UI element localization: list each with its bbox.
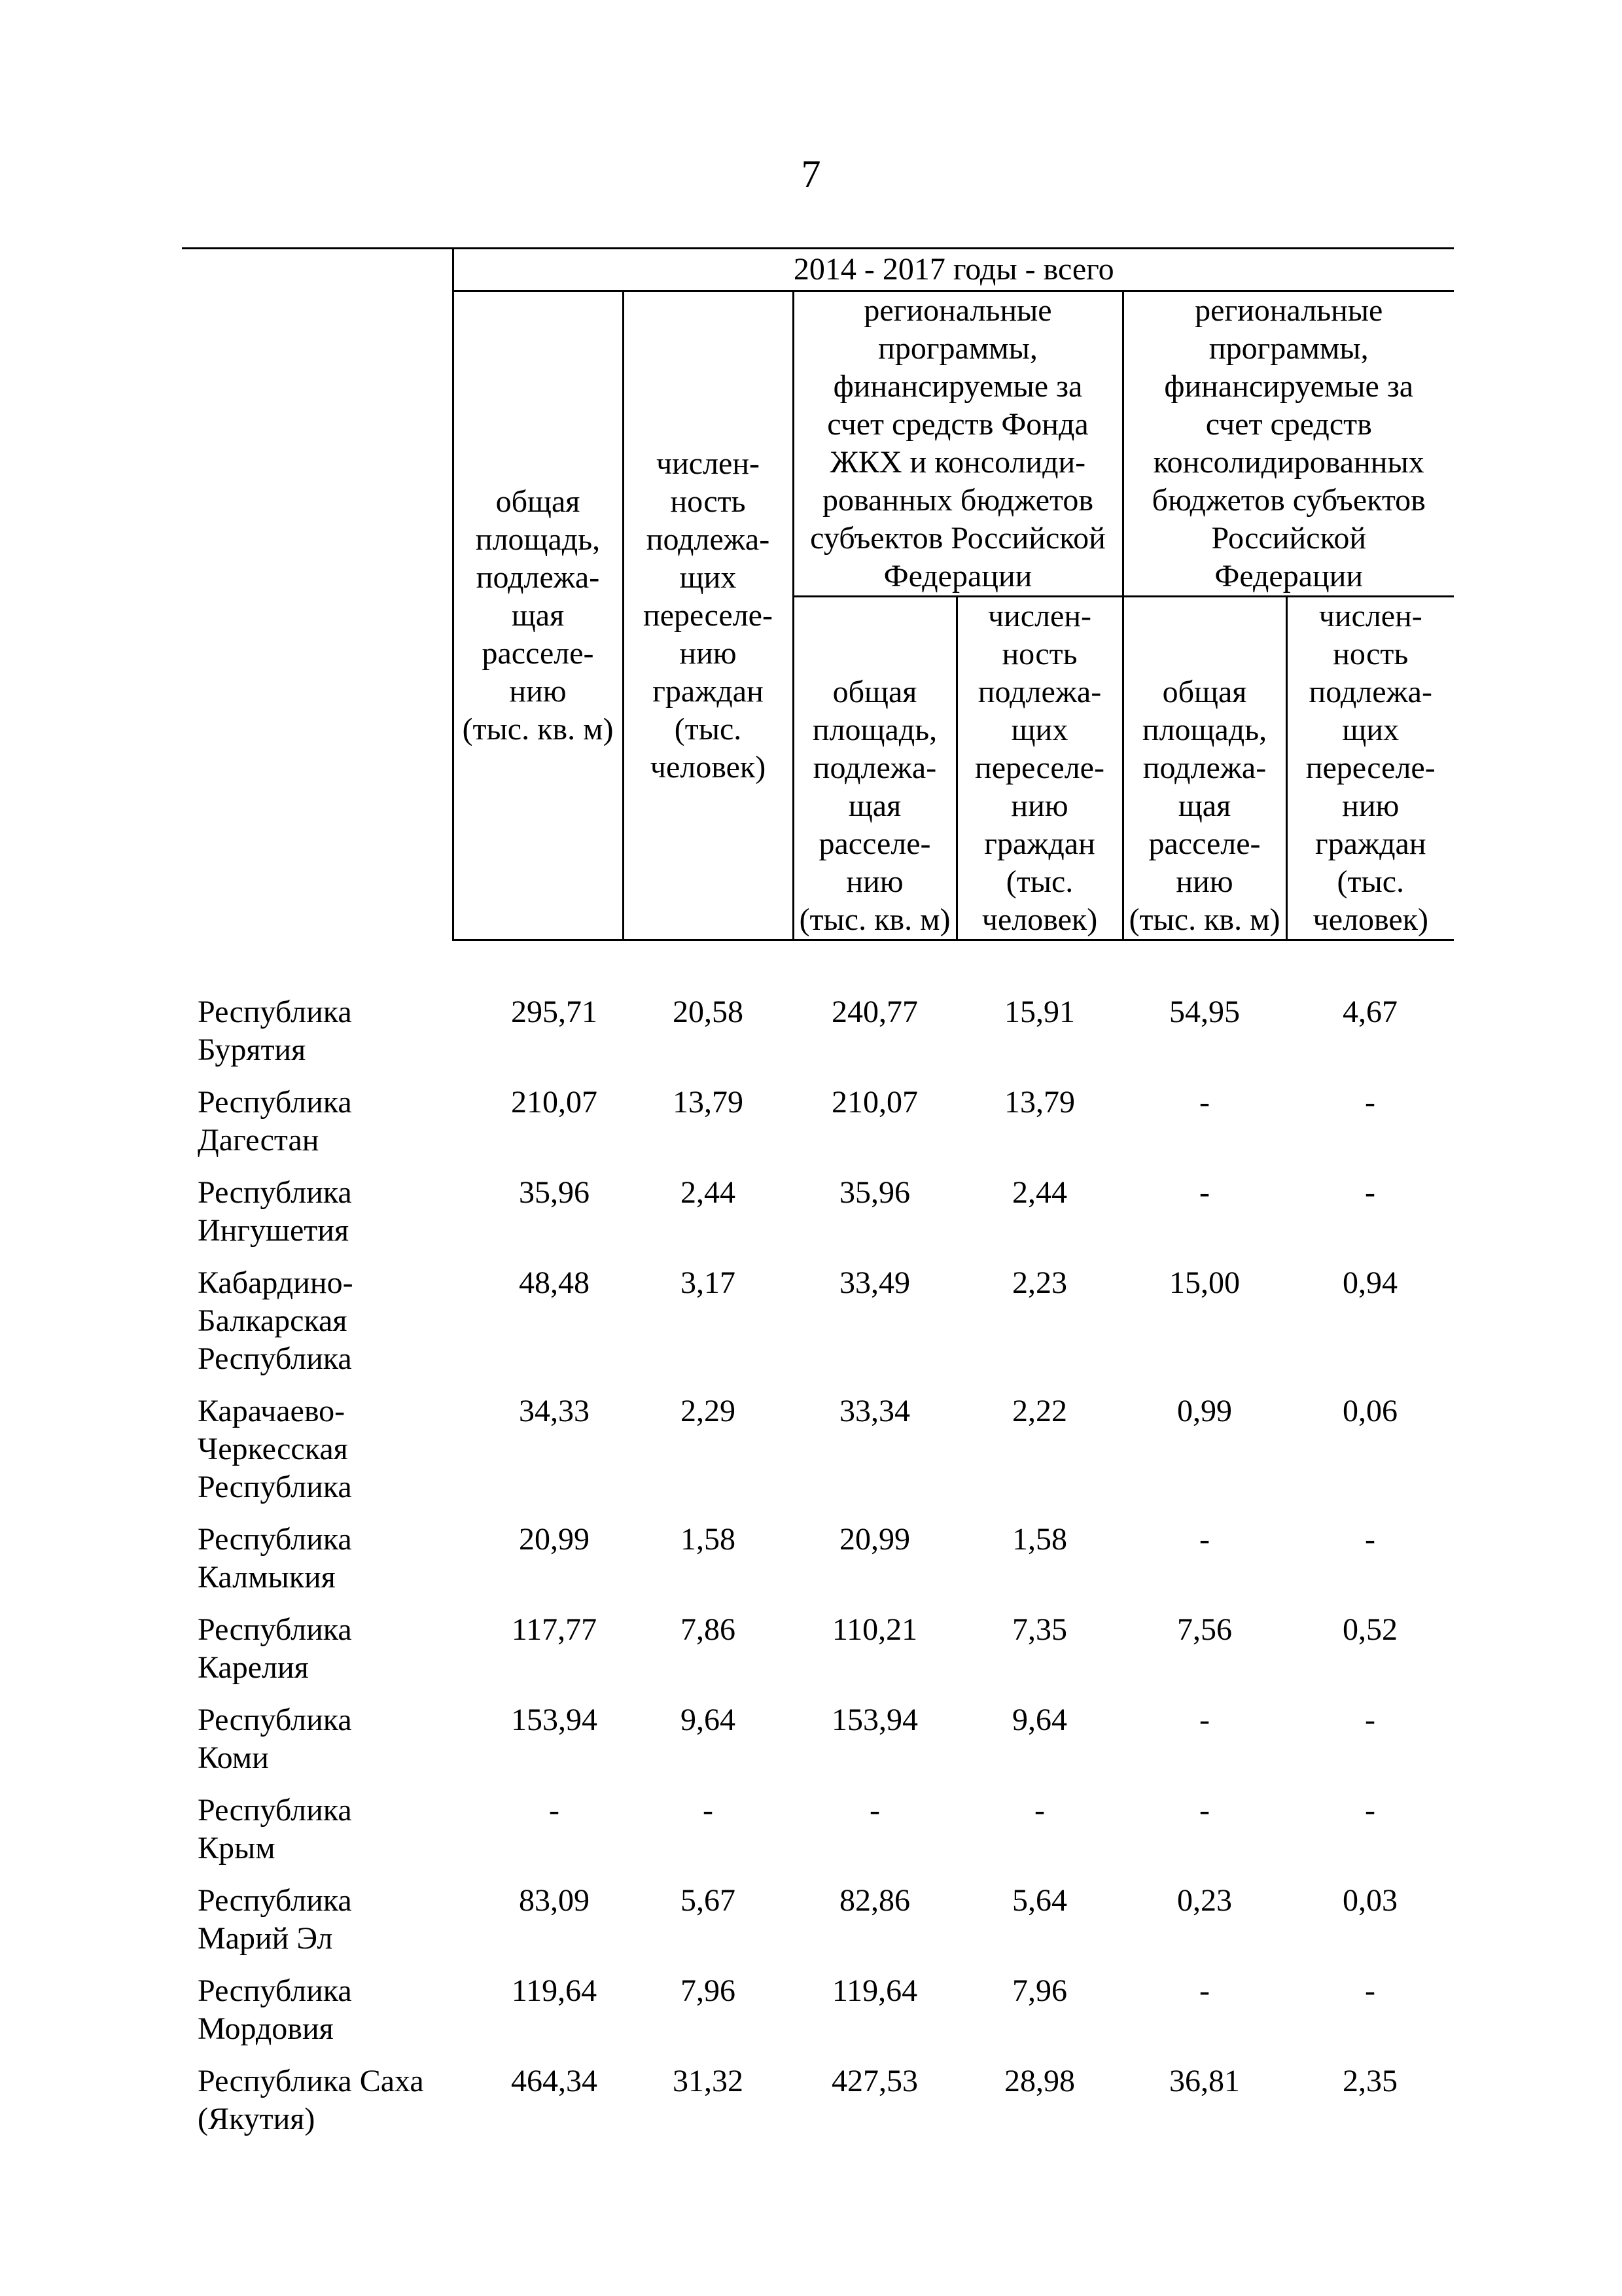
value-cell: - bbox=[1365, 1793, 1375, 1828]
region-name: Кабардино- Балкарская Республика bbox=[198, 1265, 353, 1376]
value-cell: - bbox=[1199, 1703, 1210, 1737]
table-row bbox=[182, 993, 1454, 1084]
value-cell: 153,94 bbox=[832, 1703, 918, 1737]
value-cell: 15,00 bbox=[1169, 1265, 1240, 1300]
value-cell: 2,44 bbox=[1012, 1175, 1067, 1210]
value-cell: 464,34 bbox=[511, 2064, 597, 2098]
value-cell: - bbox=[1199, 1973, 1210, 2008]
value-cell: 20,99 bbox=[519, 1522, 590, 1557]
value-cell: 240,77 bbox=[832, 995, 918, 1029]
header-period: 2014 - 2017 годы - всего bbox=[453, 249, 1454, 291]
value-cell: 34,33 bbox=[519, 1394, 590, 1428]
table-row bbox=[182, 1792, 1454, 1882]
table-row bbox=[182, 2062, 1454, 2153]
value-cell: - bbox=[1199, 1793, 1210, 1828]
value-cell: 2,44 bbox=[680, 1175, 735, 1210]
table-row bbox=[182, 1972, 1454, 2062]
page-number: 7 bbox=[801, 152, 821, 196]
value-cell: 0,52 bbox=[1343, 1612, 1398, 1647]
value-cell: 20,58 bbox=[673, 995, 743, 1029]
table-row bbox=[182, 1701, 1454, 1792]
value-cell: 48,48 bbox=[519, 1265, 590, 1300]
value-cell: 0,03 bbox=[1343, 1883, 1398, 1918]
table-row bbox=[182, 1392, 1454, 1521]
region-name: Республика Ингушетия bbox=[198, 1175, 352, 1248]
table-body bbox=[182, 940, 1454, 2153]
header-program-consolidated: региональные программы, финансируемые за счет средств консолидированных бюджетов субъектов Российской Федерации bbox=[1123, 291, 1454, 597]
value-cell: - bbox=[1034, 1793, 1045, 1828]
value-cell: 427,53 bbox=[832, 2064, 918, 2098]
region-name: Республика Дагестан bbox=[198, 1085, 352, 1157]
value-cell: 5,64 bbox=[1012, 1883, 1067, 1918]
value-cell: 2,35 bbox=[1343, 2064, 1398, 2098]
value-cell: 0,23 bbox=[1177, 1883, 1232, 1918]
value-cell: 7,96 bbox=[680, 1973, 735, 2008]
value-cell: 3,17 bbox=[680, 1265, 735, 1300]
region-name: Республика Коми bbox=[198, 1703, 352, 1775]
value-cell: 7,35 bbox=[1012, 1612, 1067, 1647]
value-cell: 4,67 bbox=[1343, 995, 1398, 1029]
value-cell: 2,29 bbox=[680, 1394, 735, 1428]
table-row bbox=[182, 1174, 1454, 1264]
value-cell: 7,86 bbox=[680, 1612, 735, 1647]
value-cell: - bbox=[549, 1793, 559, 1828]
table-row bbox=[182, 1084, 1454, 1174]
value-cell: 35,96 bbox=[839, 1175, 910, 1210]
value-cell: 13,79 bbox=[1004, 1085, 1075, 1120]
value-cell: 28,98 bbox=[1004, 2064, 1075, 2098]
value-cell: - bbox=[1199, 1085, 1210, 1120]
region-name: Республика Саха (Якутия) bbox=[198, 2064, 424, 2136]
value-cell: 9,64 bbox=[1012, 1703, 1067, 1737]
header-fund-people: числен- ность подлежа- щих переселе- нию граждан (тыс. человек) bbox=[957, 597, 1123, 940]
header-corner bbox=[182, 249, 453, 940]
value-cell: 35,96 bbox=[519, 1175, 590, 1210]
value-cell: 7,96 bbox=[1012, 1973, 1067, 2008]
value-cell: 31,32 bbox=[673, 2064, 743, 2098]
value-cell: 33,34 bbox=[839, 1394, 910, 1428]
value-cell: 1,58 bbox=[1012, 1522, 1067, 1557]
value-cell: 295,71 bbox=[511, 995, 597, 1029]
region-name: Республика Карелия bbox=[198, 1612, 352, 1685]
header-fund-area: общая площадь, подлежа- щая расселе- нию (тыс. кв. м) bbox=[793, 597, 957, 940]
value-cell: - bbox=[1199, 1522, 1210, 1557]
value-cell: 119,64 bbox=[511, 1973, 597, 2008]
value-cell: 153,94 bbox=[511, 1703, 597, 1737]
value-cell: - bbox=[1365, 1522, 1375, 1557]
header-program-fund: региональные программы, финансируемые за счет средств Фонда ЖКХ и консолиди- рованных бюджетов субъектов Российской Федерации bbox=[793, 291, 1123, 597]
table-row bbox=[182, 1521, 1454, 1611]
value-cell: - bbox=[1365, 1175, 1375, 1210]
value-cell: - bbox=[703, 1793, 713, 1828]
value-cell: 0,94 bbox=[1343, 1265, 1398, 1300]
header-consolidated-people: числен- ность подлежа- щих переселе- нию граждан (тыс. человек) bbox=[1286, 597, 1454, 940]
value-cell: 2,23 bbox=[1012, 1265, 1067, 1300]
value-cell: 15,91 bbox=[1004, 995, 1075, 1029]
value-cell: 210,07 bbox=[832, 1085, 918, 1120]
region-name: Республика Бурятия bbox=[198, 995, 352, 1067]
table-row bbox=[182, 1882, 1454, 1972]
value-cell: 110,21 bbox=[832, 1612, 918, 1647]
value-cell: - bbox=[1365, 1703, 1375, 1737]
value-cell: 2,22 bbox=[1012, 1394, 1067, 1428]
value-cell: 119,64 bbox=[832, 1973, 918, 2008]
table-header bbox=[182, 249, 1454, 940]
region-name: Республика Крым bbox=[198, 1793, 352, 1865]
value-cell: 83,09 bbox=[519, 1883, 590, 1918]
value-cell: 1,58 bbox=[680, 1522, 735, 1557]
value-cell: 33,49 bbox=[839, 1265, 910, 1300]
region-name: Республика Марий Эл bbox=[198, 1883, 352, 1956]
region-name: Республика Калмыкия bbox=[198, 1522, 352, 1595]
value-cell: 210,07 bbox=[511, 1085, 597, 1120]
table-row bbox=[182, 1611, 1454, 1701]
value-cell: - bbox=[1365, 1085, 1375, 1120]
header-consolidated-area: общая площадь, подлежа- щая расселе- нию (тыс. кв. м) bbox=[1123, 597, 1286, 940]
housing-resettlement-table bbox=[182, 247, 1454, 2153]
value-cell: 7,56 bbox=[1177, 1612, 1232, 1647]
value-cell: 0,99 bbox=[1177, 1394, 1232, 1428]
value-cell: 5,67 bbox=[680, 1883, 735, 1918]
header-total-people: числен- ность подлежа- щих переселе- нию граждан (тыс. человек) bbox=[623, 291, 793, 940]
value-cell: - bbox=[870, 1793, 880, 1828]
value-cell: - bbox=[1199, 1175, 1210, 1210]
region-name: Республика Мордовия bbox=[198, 1973, 352, 2046]
value-cell: 36,81 bbox=[1169, 2064, 1240, 2098]
value-cell: 9,64 bbox=[680, 1703, 735, 1737]
value-cell: 13,79 bbox=[673, 1085, 743, 1120]
value-cell: - bbox=[1365, 1973, 1375, 2008]
value-cell: 20,99 bbox=[839, 1522, 910, 1557]
region-name: Карачаево- Черкесская Республика bbox=[198, 1394, 352, 1504]
value-cell: 54,95 bbox=[1169, 995, 1240, 1029]
value-cell: 0,06 bbox=[1343, 1394, 1398, 1428]
table-row bbox=[182, 1264, 1454, 1392]
value-cell: 117,77 bbox=[511, 1612, 597, 1647]
header-total-area: общая площадь, подлежа- щая расселе- нию (тыс. кв. м) bbox=[453, 291, 623, 940]
value-cell: 82,86 bbox=[839, 1883, 910, 1918]
